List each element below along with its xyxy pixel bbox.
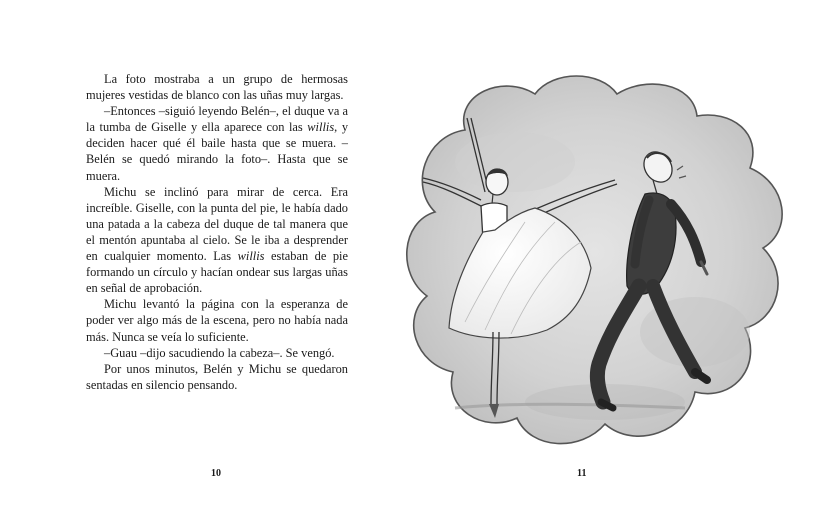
text-run: estaban de pie formando un círculo y hacían ondear sus largas uñas en señal de aprobación. [86, 249, 348, 296]
italic-term: willis [307, 120, 335, 135]
paragraph [86, 361, 348, 393]
text-run: Michu levantó la página con la esperanza de poder ver algo más de la escena, pero no había nada más. Nunca se veía lo suficiente. [86, 297, 348, 344]
text-run: Por unos minutos, Belén y Michu se quedaron sentadas en silencio pensando. [86, 361, 348, 392]
paragraph [86, 184, 348, 297]
left-page-text [86, 71, 348, 393]
text-run: La foto mostraba a un grupo de hermosas mujeres vestidas de blanco con las uñas muy largas. [86, 72, 348, 103]
italic-term: willis [237, 249, 265, 264]
paragraph [86, 345, 348, 361]
paragraph [86, 71, 348, 103]
text-run: –Guau –dijo sacudiendo la cabeza–. Se vengó. [104, 345, 335, 360]
paragraph [86, 296, 348, 344]
text-run: , y deciden hacer qué él baile hasta que se muera. –Belén se quedó mirando la foto–. Hasta que se muera. [86, 120, 349, 183]
text-run: –Entonces –siguió leyendo Belén–, el duque va a la tumba de Giselle y ella aparece con las [86, 104, 348, 135]
paragraph [86, 103, 348, 183]
text-run: Michu se inclinó para mirar de cerca. Era increíble. Giselle, con la punta del pie, le había dado una patada a la cabeza del duque de tal manera que el mentón apuntaba al cielo. Se le iba a desprender en cualquier momento. Las [86, 184, 348, 264]
page-number-left: 10 [211, 468, 221, 479]
page-number-right: 11 [577, 468, 587, 479]
ballet-illustration [395, 72, 795, 462]
